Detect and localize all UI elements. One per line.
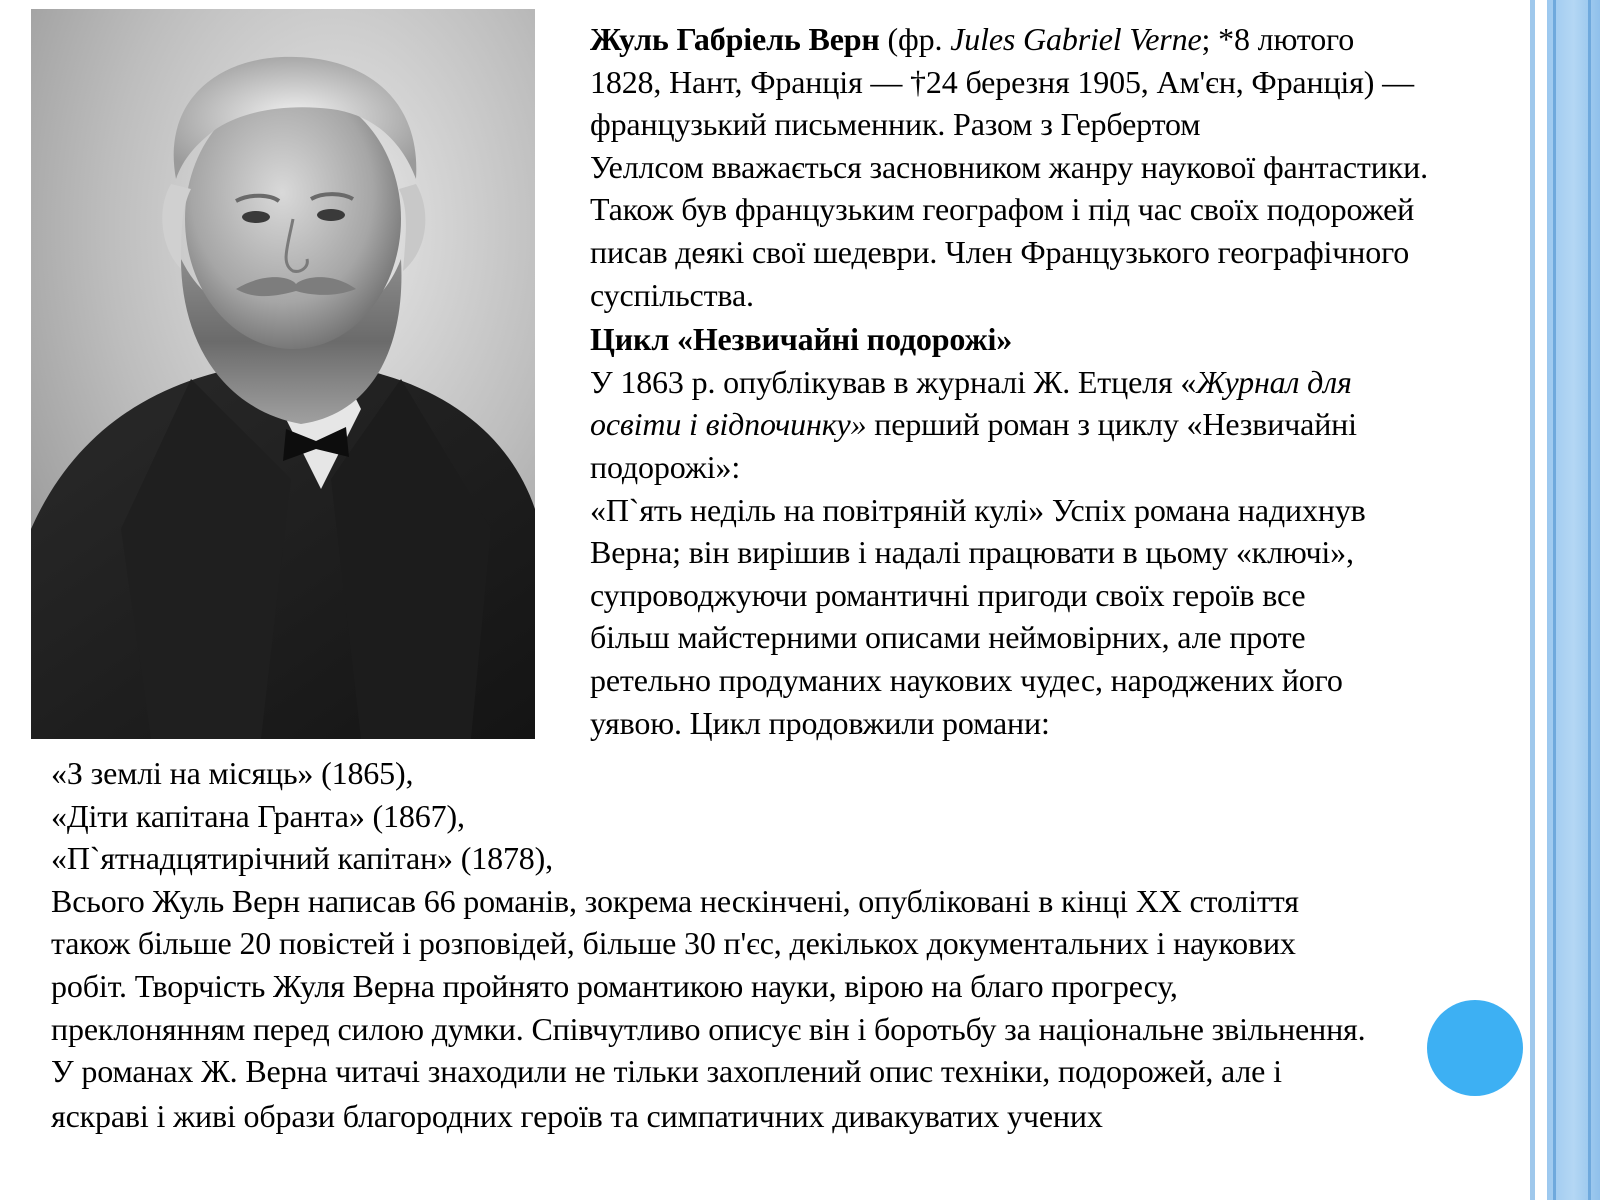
intro-line-4: Уеллсом вважається засновником жанру наукової фантастики. bbox=[590, 148, 1428, 185]
summary-line-1: Всього Жуль Верн написав 66 романів, зокрема нескінчені, опубліковані в кінці XX століття bbox=[51, 882, 1299, 919]
cycle-line-8: ретельно продуманих наукових чудес, народжених його bbox=[590, 661, 1343, 698]
circle-bubble-icon bbox=[1427, 1000, 1523, 1096]
cycle-line-6: супроводжуючи романтичні пригоди своїх героїв все bbox=[590, 576, 1306, 613]
novel-item: «З землі на місяць» (1865), bbox=[51, 755, 414, 791]
novel-item: «П`ятнадцятирічний капітан» (1878), bbox=[51, 840, 554, 877]
cycle-heading: Цикл «Незвичайні подорожі» bbox=[590, 321, 1013, 358]
border-line-inner bbox=[1553, 0, 1556, 1200]
intro-line-2: 1828, Нант, Франція — †24 березня 1905, Ам'єн, Франція) — bbox=[590, 63, 1414, 100]
intro-line-5: Також був французьким географом і під час своїх подорожей bbox=[590, 191, 1415, 228]
journal-title: Журнал для bbox=[1196, 363, 1352, 400]
summary-line-2: також більше 20 повістей і розповідей, більше 30 п'єс, декількох документальних і наукових bbox=[51, 925, 1296, 962]
intro-line-7: суспільства. bbox=[590, 276, 754, 313]
cycle-line-2: освіти і відпочинку» перший роман з циклу «Незвичайні bbox=[590, 406, 1357, 443]
portrait-photo-icon bbox=[31, 9, 535, 739]
summary-line-6: яскраві і живі образи благородних героїв та симпатичних дивакуватих учених bbox=[51, 1097, 1103, 1134]
cycle-line-9: уявою. Цикл продовжили романи: bbox=[590, 704, 1050, 741]
intro-text bbox=[590, 18, 1540, 744]
border-line-outer bbox=[1588, 0, 1591, 1200]
portrait-photo bbox=[31, 9, 535, 739]
cycle-line-5: Верна; він вирішив і надалі працювати в цьому «ключі», bbox=[590, 534, 1354, 571]
intro-line-6: писав деякі свої шедеври. Член Французького географічного bbox=[590, 233, 1410, 270]
summary-line-4: преклонянням перед силою думки. Співчутливо описує він і боротьбу за національне звільнення. bbox=[51, 1010, 1366, 1047]
author-name: Жуль Габріель Верн bbox=[590, 21, 880, 57]
bottom-text bbox=[51, 752, 1541, 1137]
novel-item: «Діти капітана Гранта» (1867), bbox=[51, 797, 465, 834]
cycle-line-7: більш майстерними описами неймовірних, але проте bbox=[590, 619, 1306, 656]
cycle-line-4: «П`ять неділь на повітряній кулі» Успіх романа надихнув bbox=[590, 491, 1366, 528]
journal-title-cont: освіти і відпочинку» bbox=[590, 406, 867, 443]
intro-line-3: французький письменник. Разом з Гербертом bbox=[590, 106, 1201, 143]
summary-line-5: У романах Ж. Верна читачі знаходили не тільки захоплений опис техніки, подорожей, але і bbox=[51, 1053, 1282, 1090]
cycle-line-1: У 1863 р. опублікував в журналі Ж. Етцеля «Журнал для bbox=[590, 363, 1352, 400]
author-name-original: Jules Gabriel Verne bbox=[950, 21, 1202, 57]
summary-line-3: робіт. Творчість Жуля Верна пройнято романтикою науки, вірою на благо прогресу, bbox=[51, 967, 1178, 1004]
cycle-line-3: подорожі»: bbox=[590, 448, 741, 485]
intro-line-1: Жуль Габріель Верн (фр. Jules Gabriel Verne; *8 лютого bbox=[590, 21, 1355, 57]
